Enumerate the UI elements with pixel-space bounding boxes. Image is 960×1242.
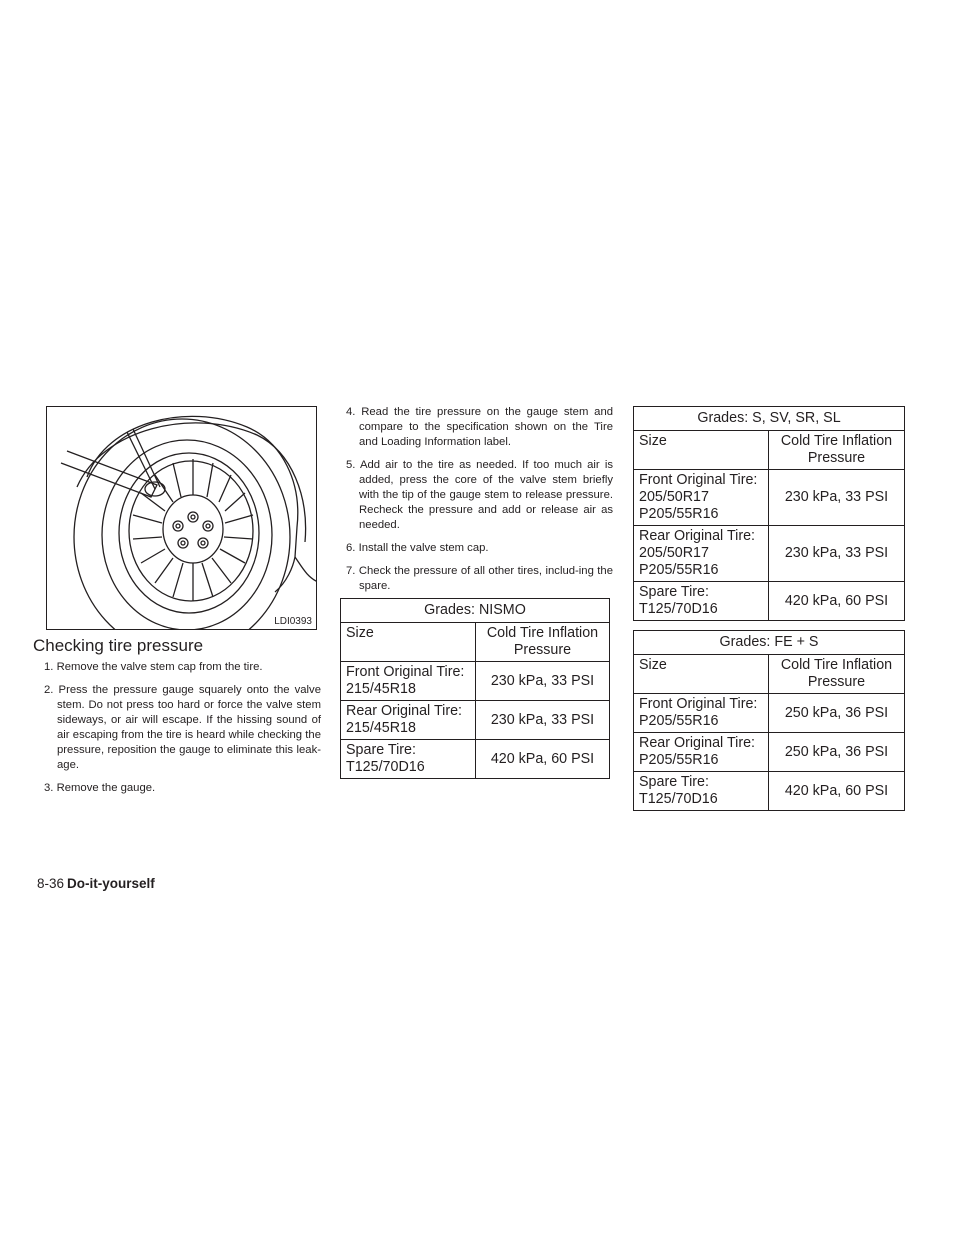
step-item: 3. Remove the gauge. <box>44 782 156 794</box>
column-header-size: Size <box>634 431 769 470</box>
step-item: 1. Remove the valve stem cap from the tire. <box>44 661 263 673</box>
step-item: 7. Check the pressure of all other tires, includ-ing the spare. <box>346 565 613 592</box>
table-row <box>634 470 905 526</box>
table-row <box>341 662 610 701</box>
tire-size-cell: Rear Original Tire: 205/50R17 P205/55R16 <box>634 526 769 582</box>
table-row <box>634 694 905 733</box>
tire-size-cell: Rear Original Tire: P205/55R16 <box>634 733 769 772</box>
figure-id: LDI0393 <box>274 616 312 627</box>
column-header-pressure: Cold Tire Inflation Pressure <box>769 431 905 470</box>
pressure-cell: 420 kPa, 60 PSI <box>476 740 610 779</box>
table-title: Grades: FE + S <box>634 631 905 655</box>
table-row <box>634 733 905 772</box>
tire-size-cell: Spare Tire: T125/70D16 <box>341 740 476 779</box>
pressure-cell: 420 kPa, 60 PSI <box>769 582 905 621</box>
step-item: 5. Add air to the tire as needed. If too much air is added, press the core of the valve stem briefly with the tip of the gauge stem to release pressure. Recheck the pressure and add or release air as needed. <box>346 459 613 531</box>
table-nismo <box>340 598 610 779</box>
step-item: 6. Install the valve stem cap. <box>346 542 489 554</box>
step-item: 4. Read the tire pressure on the gauge stem and compare to the specification shown on the Tire and Loading Information label. <box>346 406 614 448</box>
steps-list-column-1 <box>37 660 321 804</box>
table-title: Grades: NISMO <box>341 599 610 623</box>
chapter-title: Do-it-yourself <box>67 876 155 891</box>
section-title: Checking tire pressure <box>33 636 204 655</box>
tire-size-cell: Front Original Tire: P205/55R16 <box>634 694 769 733</box>
table-fe-s <box>633 630 905 811</box>
tire-pressure-gauge-icon <box>47 407 317 630</box>
pressure-cell: 230 kPa, 33 PSI <box>769 526 905 582</box>
tire-size-cell: Spare Tire: T125/70D16 <box>634 582 769 621</box>
pressure-cell: 250 kPa, 36 PSI <box>769 733 905 772</box>
page-footer <box>37 876 155 892</box>
tire-pressure-figure <box>46 406 317 630</box>
column-header-pressure: Cold Tire Inflation Pressure <box>476 623 610 662</box>
table-row <box>341 740 610 779</box>
tire-size-cell: Spare Tire: T125/70D16 <box>634 772 769 811</box>
pressure-cell: 230 kPa, 33 PSI <box>476 701 610 740</box>
table-s-sv-sr-sl <box>633 406 905 621</box>
column-header-pressure: Cold Tire Inflation Pressure <box>769 655 905 694</box>
pressure-cell: 230 kPa, 33 PSI <box>476 662 610 701</box>
table-row <box>634 526 905 582</box>
pressure-cell: 250 kPa, 36 PSI <box>769 694 905 733</box>
tire-size-cell: Rear Original Tire: 215/45R18 <box>341 701 476 740</box>
page-number: 8-36 <box>37 876 65 891</box>
column-header-size: Size <box>634 655 769 694</box>
tire-size-cell: Front Original Tire: 215/45R18 <box>341 662 476 701</box>
step-item: 2. Press the pressure gauge squarely onto the valve stem. Do not press too hard or force the valve stem sideways, or air will escape. If the hissing sound of air escaping from the tire is heard while checking the pressure, reposition the gauge to eliminate this leak-age. <box>44 684 321 771</box>
tire-size-cell: Front Original Tire: 205/50R17 P205/55R16 <box>634 470 769 526</box>
table-row <box>634 582 905 621</box>
table-row <box>634 772 905 811</box>
steps-list-column-2 <box>339 405 613 602</box>
column-header-size: Size <box>341 623 476 662</box>
pressure-cell: 420 kPa, 60 PSI <box>769 772 905 811</box>
table-title: Grades: S, SV, SR, SL <box>634 407 905 431</box>
table-row <box>341 701 610 740</box>
pressure-cell: 230 kPa, 33 PSI <box>769 470 905 526</box>
